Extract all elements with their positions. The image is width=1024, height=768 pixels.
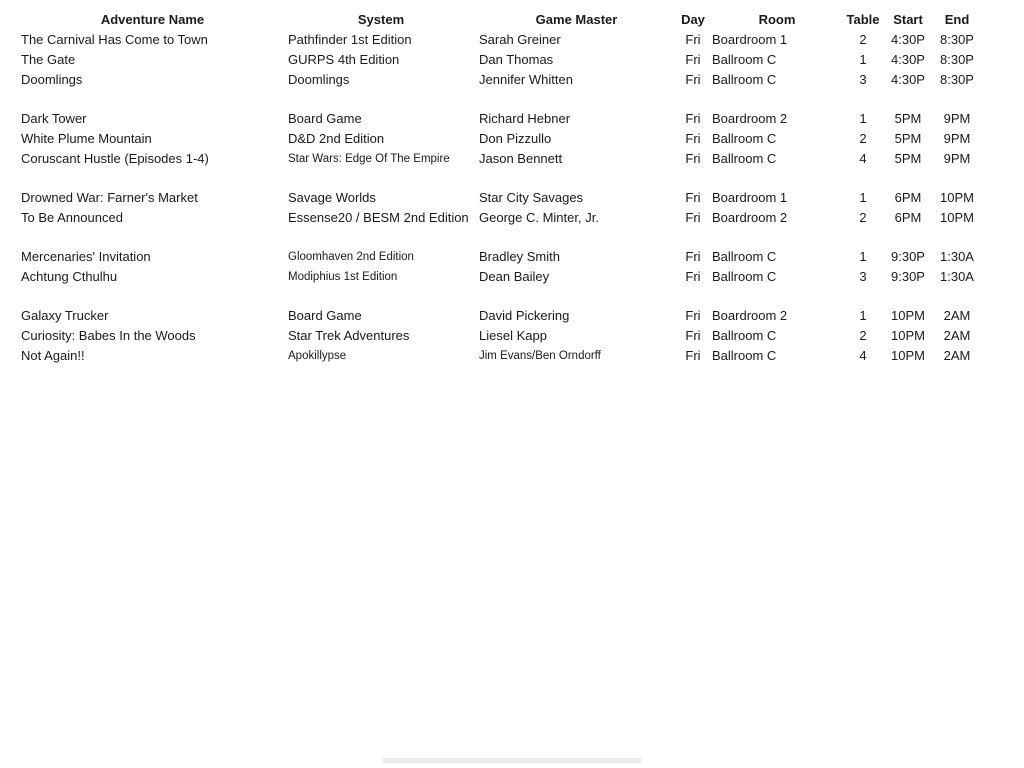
- cell-start: 10PM: [891, 328, 925, 343]
- table-row: [0, 30, 1024, 50]
- cell-system: Pathfinder 1st Edition: [288, 32, 412, 47]
- cell-end: 2AM: [943, 348, 971, 363]
- header-room: Room: [758, 12, 796, 27]
- cell-adventure-name: Drowned War: Farner's Market: [21, 190, 198, 205]
- cell-table: 1: [859, 308, 867, 323]
- cell-adventure-name: To Be Announced: [21, 210, 123, 225]
- cell-end: 1:30A: [940, 249, 974, 264]
- cell-day: Fri: [685, 151, 701, 166]
- cell-game-master: Dean Bailey: [479, 269, 550, 284]
- cell-room: Boardroom 2: [712, 308, 788, 323]
- cell-system: Apokillypse: [288, 350, 347, 362]
- cell-system: Modiphius 1st Edition: [288, 271, 398, 283]
- table-row: [0, 247, 1024, 267]
- cell-room: Boardroom 1: [712, 190, 788, 205]
- cell-system: Board Game: [288, 111, 362, 126]
- cell-system: GURPS 4th Edition: [288, 52, 400, 67]
- cell-adventure-name: Dark Tower: [21, 111, 87, 126]
- cell-game-master: Jennifer Whitten: [479, 72, 573, 87]
- cell-system: Star Wars: Edge Of The Empire: [288, 153, 450, 165]
- cell-adventure-name: Not Again!!: [21, 348, 85, 363]
- cell-game-master: Star City Savages: [479, 190, 584, 205]
- cell-day: Fri: [685, 210, 701, 225]
- cell-room: Ballroom C: [712, 249, 777, 264]
- cell-room: Ballroom C: [712, 52, 777, 67]
- cell-table: 4: [859, 348, 867, 363]
- table-row: [0, 326, 1024, 346]
- cell-adventure-name: Doomlings: [21, 72, 83, 87]
- cell-table: 3: [859, 269, 867, 284]
- cell-end: 8:30P: [940, 72, 974, 87]
- cell-end: 2AM: [943, 328, 971, 343]
- cell-table: 2: [859, 210, 867, 225]
- cell-room: Ballroom C: [712, 269, 777, 284]
- cell-system: Gloomhaven 2nd Edition: [288, 251, 414, 263]
- header-start: Start: [893, 12, 923, 27]
- header-game-master: Game Master: [535, 12, 618, 27]
- cell-room: Ballroom C: [712, 348, 777, 363]
- cell-game-master: Liesel Kapp: [479, 328, 547, 343]
- cell-adventure-name: The Gate: [21, 52, 76, 67]
- cell-table: 1: [859, 111, 867, 126]
- cell-game-master: Sarah Greiner: [479, 32, 561, 47]
- cell-game-master: Jim Evans/Ben Orndorff: [479, 350, 601, 362]
- cell-room: Boardroom 2: [712, 210, 788, 225]
- cell-start: 6PM: [894, 190, 922, 205]
- cell-system: Essense20 / BESM 2nd Edition: [288, 210, 469, 225]
- table-row: [0, 208, 1024, 228]
- cell-room: Ballroom C: [712, 131, 777, 146]
- cell-start: 5PM: [894, 111, 922, 126]
- cell-table: 4: [859, 151, 867, 166]
- cell-end: 10PM: [940, 190, 974, 205]
- cell-start: 4:30P: [891, 72, 925, 87]
- cell-start: 9:30P: [891, 249, 925, 264]
- cell-start: 4:30P: [891, 52, 925, 67]
- table-row: [0, 50, 1024, 70]
- table-row: [0, 109, 1024, 129]
- cell-system: Savage Worlds: [288, 190, 376, 205]
- cell-start: 10PM: [891, 348, 925, 363]
- cell-start: 10PM: [891, 308, 925, 323]
- cell-game-master: Bradley Smith: [479, 249, 560, 264]
- table-row: [0, 346, 1024, 366]
- cell-room: Boardroom 1: [712, 32, 788, 47]
- cell-day: Fri: [685, 269, 701, 284]
- cell-room: Ballroom C: [712, 151, 777, 166]
- table-row: [0, 306, 1024, 326]
- cell-game-master: David Pickering: [479, 308, 570, 323]
- cell-game-master: Richard Hebner: [479, 111, 571, 126]
- table-row: [0, 70, 1024, 90]
- cell-day: Fri: [685, 348, 701, 363]
- cell-day: Fri: [685, 249, 701, 264]
- cell-end: 2AM: [943, 308, 971, 323]
- cell-game-master: Don Pizzullo: [479, 131, 552, 146]
- cell-table: 2: [859, 131, 867, 146]
- cell-game-master: Dan Thomas: [479, 52, 554, 67]
- cell-end: 9PM: [943, 131, 971, 146]
- cell-table: 1: [859, 52, 867, 67]
- cell-day: Fri: [685, 131, 701, 146]
- cell-table: 3: [859, 72, 867, 87]
- cell-room: Ballroom C: [712, 72, 777, 87]
- cell-system: Star Trek Adventures: [288, 328, 410, 343]
- cell-adventure-name: White Plume Mountain: [21, 131, 152, 146]
- header-end: End: [944, 12, 970, 27]
- cell-day: Fri: [685, 32, 701, 47]
- cell-end: 8:30P: [940, 32, 974, 47]
- cell-table: 1: [859, 249, 867, 264]
- cell-adventure-name: Coruscant Hustle (Episodes 1-4): [21, 151, 209, 166]
- cell-end: 9PM: [943, 111, 971, 126]
- header-adventure-name: Adventure Name: [100, 12, 205, 27]
- cell-table: 2: [859, 328, 867, 343]
- cell-end: 9PM: [943, 151, 971, 166]
- cell-start: 5PM: [894, 151, 922, 166]
- table-row: [0, 267, 1024, 287]
- cell-end: 8:30P: [940, 52, 974, 67]
- header-system: System: [357, 12, 405, 27]
- cell-game-master: Jason Bennett: [479, 151, 563, 166]
- cell-day: Fri: [685, 72, 701, 87]
- cell-adventure-name: Galaxy Trucker: [21, 308, 109, 323]
- cell-system: D&D 2nd Edition: [288, 131, 385, 146]
- cell-system: Board Game: [288, 308, 362, 323]
- cell-system: Doomlings: [288, 72, 350, 87]
- cell-start: 6PM: [894, 210, 922, 225]
- header-day: Day: [681, 12, 705, 27]
- cell-room: Boardroom 2: [712, 111, 788, 126]
- cell-adventure-name: Curiosity: Babes In the Woods: [21, 328, 196, 343]
- cell-adventure-name: Achtung Cthulhu: [21, 269, 118, 284]
- cell-table: 1: [859, 190, 867, 205]
- header-table: Table: [846, 12, 880, 27]
- header-row: [0, 10, 1024, 30]
- cell-table: 2: [859, 32, 867, 47]
- cell-adventure-name: Mercenaries' Invitation: [21, 249, 151, 264]
- cell-day: Fri: [685, 52, 701, 67]
- cell-start: 9:30P: [891, 269, 925, 284]
- table-row: [0, 129, 1024, 149]
- table-row: [0, 188, 1024, 208]
- cell-day: Fri: [685, 111, 701, 126]
- cell-end: 1:30A: [940, 269, 974, 284]
- cell-end: 10PM: [940, 210, 974, 225]
- cell-start: 5PM: [894, 131, 922, 146]
- cell-day: Fri: [685, 328, 701, 343]
- cell-room: Ballroom C: [712, 328, 777, 343]
- cell-day: Fri: [685, 190, 701, 205]
- cell-game-master: George C. Minter, Jr.: [479, 210, 599, 225]
- table-row: [0, 149, 1024, 169]
- horizontal-scrollbar[interactable]: [382, 758, 642, 763]
- cell-start: 4:30P: [891, 32, 925, 47]
- cell-day: Fri: [685, 308, 701, 323]
- cell-adventure-name: The Carnival Has Come to Town: [21, 32, 208, 47]
